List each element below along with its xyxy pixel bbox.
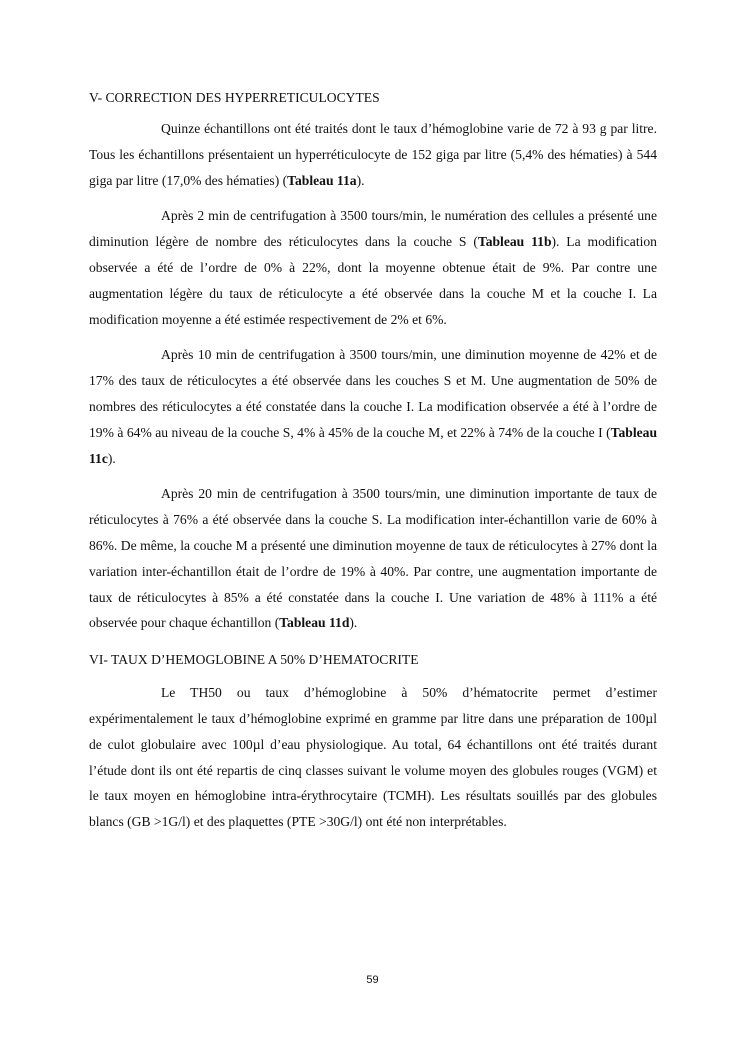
table-reference: Tableau 11b [477,234,552,250]
section-heading-v: V- CORRECTION DES HYPERRETICULOCYTES [89,90,380,105]
table-reference: Tableau 11a [287,172,357,188]
paragraph-text: ). La modification observée a été de l’ordre de 0% à 22%, dont la moyenne obtenue était de 9%. Par contre une augmentation légère du taux de réticulocyte a été observée dans la couche M et la couche I. La modification moyenne a été estimée respectivement de 2% et 6%. [89,234,657,327]
paragraph-text: ). [107,450,116,466]
paragraph [89,116,657,193]
page-number: 59 [366,974,379,986]
paragraph [89,342,657,471]
paragraph-text: Après 20 min de centrifugation à 3500 tours/min, une diminution importante de taux de réticulocytes à 76% a été observée dans la couche S. La modification inter-échantillon varie de 60% à 86%. De même, la couche M a présenté une diminution moyenne de taux de réticulocytes à 27% dont la variation inter-échantillon était de l’ordre de 19% à 40%. Par contre, une augmentation importante de taux de réticulocytes à 85% a été constatée dans la couche I. Une variation de 48% à 111% a été observée pour chaque échantillon ( [89,486,657,631]
table-reference: Tableau 11d [279,615,350,631]
paragraph-text: ). [356,172,365,188]
paragraph-text: ). [349,615,358,631]
paragraph-text: Le TH50 ou taux d’hémoglobine à 50% d’hématocrite permet d’estimer expérimentalement le taux d’hémoglobine exprimé en gramme par litre dans une préparation de 100µl de culot globulaire avec 100µl d’eau physiologique. Au total, 64 échantillons ont été traités durant l’étude dont ils ont été repartis de cinq classes suivant le volume moyen des globules rouges (VGM) et le taux moyen en hémoglobine intra-érythrocytaire (TCMH). Les résultats souillés par des globules blancs (GB >1G/l) et des plaquettes (PTE >30G/l) ont été non interprétables. [89,685,657,830]
section-heading-vi: VI- TAUX D’HEMOGLOBINE A 50% D’HEMATOCRITE [89,652,419,668]
paragraph-text: Quinze échantillons ont été traités dont le taux d’hémoglobine varie de 72 à 93 g par litre. Tous les échantillons présentaient un hyperréticulocyte de 152 giga par litre (5,4% des hématies) à 544 giga par litre (17,0% des hématies) ( [89,121,657,188]
paragraph [89,203,657,332]
paragraph-text: Après 10 min de centrifugation à 3500 tours/min, une diminution moyenne de 42% et de 17% des taux de réticulocytes a été observée dans les couches S et M. Une augmentation de 50% de nombres des réticulocytes a été constatée dans la couche I. La modification observée a été à l’ordre de 19% à 64% au niveau de la couche S, 4% à 45% de la couche M, et 22% à 74% de la couche I ( [89,347,657,440]
paragraph-text: Après 2 min de centrifugation à 3500 tours/min, le numération des cellules a présenté une diminution légère de nombre des réticulocytes dans la couche S ( [89,208,657,250]
document-page [89,88,657,845]
table-reference: Tableau 11c [89,424,657,466]
paragraph [89,481,657,636]
paragraph [89,680,657,835]
